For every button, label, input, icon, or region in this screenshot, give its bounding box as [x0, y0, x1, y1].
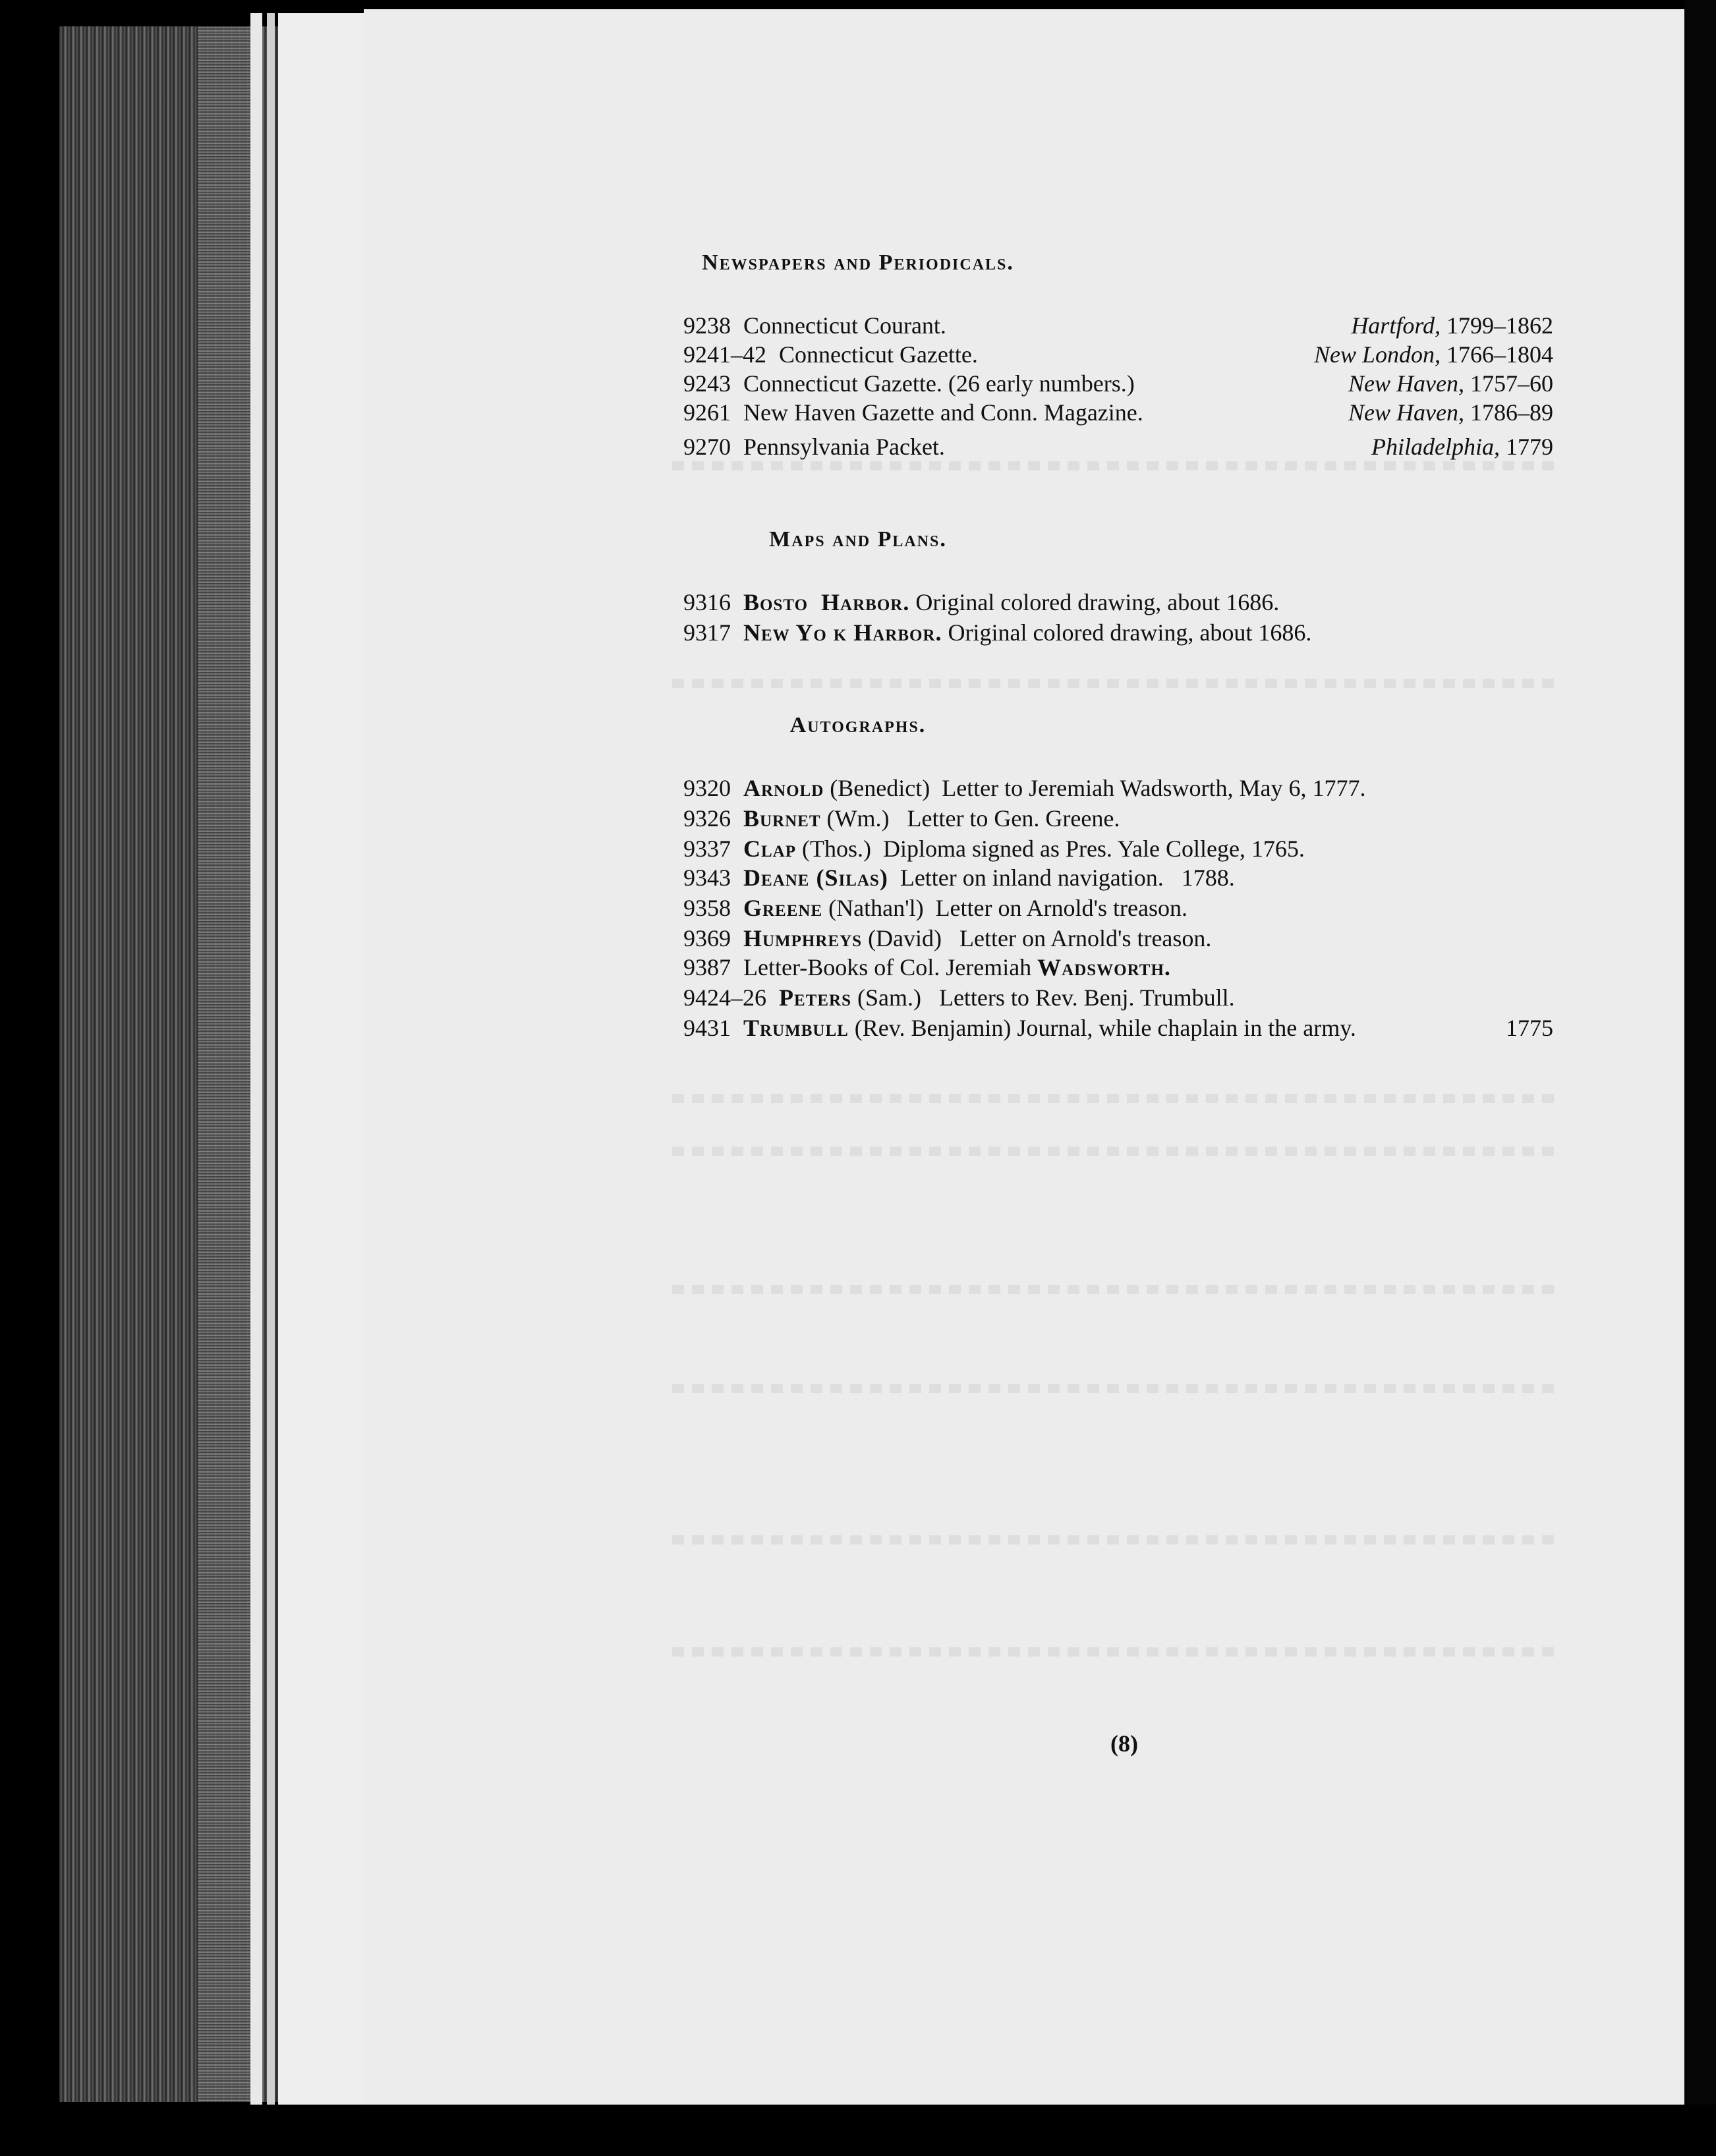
entry-name: Clap — [743, 836, 796, 862]
entry-name: New Yo k Harbor. — [743, 619, 942, 646]
entry-title: Connecticut Gazette. (26 early numbers.) — [743, 370, 1135, 397]
scan-border — [1684, 0, 1716, 2156]
catalog-entry — [683, 1011, 1553, 1045]
entry-text: (Rev. Benjamin) Journal, while chaplain in the army. — [854, 1015, 1356, 1041]
entry-number: 9343 — [683, 865, 731, 891]
entry-year: 1779 — [1506, 434, 1553, 460]
page-edge-strip — [278, 13, 364, 2109]
catalog-entry — [683, 615, 1553, 650]
entry-year: 1786–89 — [1470, 399, 1553, 426]
page-edge-strip — [267, 13, 275, 2109]
entry-place: New Haven, — [1348, 399, 1464, 426]
entry-title: Connecticut Gazette. — [779, 341, 978, 368]
entry-place: New London, — [1313, 341, 1441, 368]
entry-text: Original colored drawing, about 1686. — [915, 589, 1280, 615]
entry-place: New Haven, — [1348, 370, 1464, 397]
entry-number: 9320 — [683, 775, 731, 801]
bleed-through — [672, 1285, 1555, 1294]
entry-number: 9387 — [683, 954, 731, 980]
entry-title: Pennsylvania Packet. — [743, 434, 945, 460]
entry-text: Letter-Books of Col. Jeremiah — [743, 954, 1032, 980]
catalog-entry — [683, 801, 1553, 836]
page-number: (8) — [1110, 1730, 1138, 1757]
bleed-through — [672, 1647, 1555, 1657]
section-heading-newspapers: Newspapers and Periodicals. — [702, 250, 1014, 275]
entry-year: 1799–1862 — [1446, 312, 1553, 339]
entry-number: 9431 — [683, 1015, 731, 1041]
bleed-through — [672, 1535, 1555, 1545]
catalog-entry — [683, 430, 1553, 464]
entry-text: (Benedict) Letter to Jeremiah Wadsworth, May 6, 1777. — [830, 775, 1366, 801]
section-heading-maps: Maps and Plans. — [769, 527, 947, 552]
entry-name: Wadsworth. — [1037, 954, 1171, 980]
entry-text: (Wm.) Letter to Gen. Greene. — [826, 805, 1120, 832]
entry-name: Bosto Harbor. — [743, 589, 910, 615]
entry-text: (Thos.) Diploma signed as Pres. Yale College, 1765. — [802, 836, 1305, 862]
bleed-through — [672, 1384, 1555, 1393]
book-edge-speckle — [198, 26, 257, 2102]
entry-number: 9243 — [683, 370, 731, 397]
entry-name: Peters — [779, 984, 851, 1011]
catalog-entry — [683, 950, 1553, 984]
entry-name: Greene — [743, 895, 823, 921]
entry-title: Connecticut Courant. — [743, 312, 946, 339]
bleed-through — [672, 1094, 1555, 1103]
entry-number: 9317 — [683, 619, 731, 646]
entry-number: 9261 — [683, 399, 731, 426]
entry-name: Deane (Silas) — [743, 865, 888, 891]
entry-year: 1757–60 — [1470, 370, 1553, 397]
catalog-entry — [683, 980, 1553, 1015]
entry-number: 9424–26 — [683, 984, 766, 1011]
entry-text: (Nathan'l) Letter on Arnold's treason. — [828, 895, 1187, 921]
catalog-entry — [683, 891, 1553, 925]
entry-number: 9326 — [683, 805, 731, 832]
entry-text: (Sam.) Letters to Rev. Benj. Trumbull. — [857, 984, 1235, 1011]
bleed-through — [672, 1147, 1555, 1156]
page-edge-strip — [250, 13, 262, 2109]
entry-place: Philadelphia, — [1371, 434, 1500, 460]
entry-text: Original colored drawing, about 1686. — [948, 619, 1312, 646]
catalog-entry — [683, 395, 1553, 430]
entry-number: 9316 — [683, 589, 731, 615]
entry-name: Arnold — [743, 775, 824, 801]
entry-year: 1775 — [1506, 1015, 1553, 1041]
entry-text: Letter on inland navigation. 1788. — [894, 865, 1235, 891]
catalog-entry — [683, 861, 1553, 895]
entry-name: Trumbull — [743, 1015, 849, 1041]
entry-year: 1766–1804 — [1446, 341, 1553, 368]
entry-title: New Haven Gazette and Conn. Magazine. — [743, 399, 1143, 426]
catalog-entry — [683, 771, 1553, 805]
section-heading-autographs: Autographs. — [789, 713, 927, 737]
entry-number: 9337 — [683, 836, 731, 862]
entry-name: Burnet — [743, 805, 821, 832]
entry-number: 9358 — [683, 895, 731, 921]
catalog-entry — [683, 585, 1553, 619]
scan-border — [0, 2105, 1716, 2156]
entry-number: 9270 — [683, 434, 731, 460]
entry-text: (David) Letter on Arnold's treason. — [868, 925, 1212, 951]
entry-number: 9241–42 — [683, 341, 766, 368]
entry-number: 9238 — [683, 312, 731, 339]
entry-place: Hartford, — [1351, 312, 1441, 339]
entry-number: 9369 — [683, 925, 731, 951]
bleed-through — [672, 679, 1555, 688]
entry-name: Humphreys — [743, 925, 863, 951]
